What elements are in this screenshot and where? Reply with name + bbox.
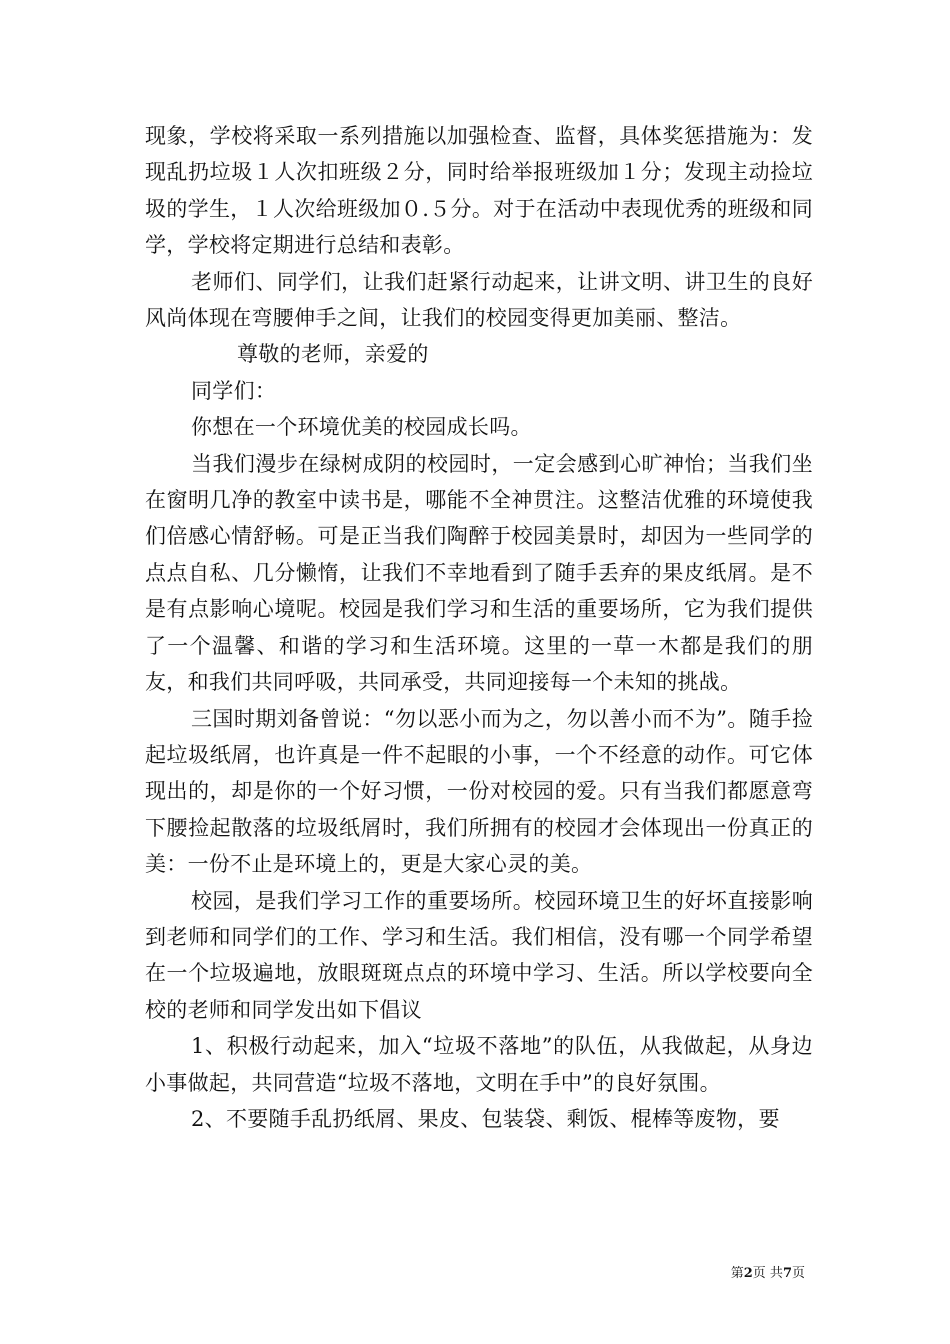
paragraph-continuation: 现象，学校将采取一系列措施以加强检查、监督，具体奖惩措施为：发现乱扔垃圾１人次扣班级２分，同时给举报班级加１分；发现主动捡垃圾的学生，１人次给班级加０.５分。对于在活动中表现优秀的班级和同学，学校将定期进行总结和表彰。 (145, 124, 813, 258)
proposal-item-1: 1、积极行动起来，加入“垃圾不落地”的队伍，从我做起，从身边小事做起，共同营造“垃圾不落地，文明在手中”的良好氛围。 (145, 1034, 813, 1095)
footer-page-number: 2 (743, 1266, 753, 1281)
footer-prefix: 第 (730, 1266, 744, 1281)
salutation-continued: 同学们： (191, 378, 277, 403)
paragraph-liu-bei-quote: 三国时期刘备曾说：“勿以恶小而为之，勿以善小而不为”。随手捡起垃圾纸屑，也许真是一件不起眼的小事，一个不经意的动作。可它体现出的，却是你的一个好习惯，一份对校园的爱。只有当我们都愿意弯下腰捡起散落的垃圾纸屑时，我们所拥有的校园才会体现出一份真正的美：一份不止是环境上的，更是大家心灵的美。 (145, 706, 813, 877)
paragraph-question: 你想在一个环境优美的校园成长吗。 (191, 415, 532, 440)
footer-total-pages: 7 (782, 1266, 792, 1281)
proposal-item-2: 2、不要随手乱扔纸屑、果皮、包装袋、剩饭、棍棒等废物，要 (191, 1106, 780, 1131)
paragraph-school-proposal: 校园，是我们学习工作的重要场所。校园环境卫生的好坏直接影响到老师和同学们的工作、学习和生活。我们相信，没有哪一个同学希望在一个垃圾遍地，放眼斑斑点点的环境中学习、生活。所以学校要向全校的老师和同学发出如下倡议 (145, 888, 813, 1022)
footer-middle: 页 共 (752, 1266, 783, 1281)
document-body (145, 118, 813, 1137)
paragraph-call-to-action: 老师们、同学们，让我们赶紧行动起来，让讲文明、讲卫生的良好风尚体现在弯腰伸手之间，让我们的校园变得更加美丽、整洁。 (145, 269, 813, 331)
paragraph-campus-environment: 当我们漫步在绿树成阴的校园时，一定会感到心旷神怡；当我们坐在窗明几净的教室中读书是，哪能不全神贯注。这整洁优雅的环境使我们倍感心情舒畅。可是正当我们陶醉于校园美景时，却因为一些同学的点点自私、几分懒惰，让我们不幸地看到了随手丢弃的果皮纸屑。是不是有点影响心境呢。校园是我们学习和生活的重要场所，它为我们提供了一个温馨、和谐的学习和生活环境。这里的一草一木都是我们的朋友，和我们共同呼吸，共同承受，共同迎接每一个未知的挑战。 (145, 451, 813, 695)
footer-suffix: 页 (791, 1266, 805, 1281)
page-footer (731, 1266, 805, 1282)
salutation-line: 尊敬的老师，亲爱的 (237, 342, 429, 367)
